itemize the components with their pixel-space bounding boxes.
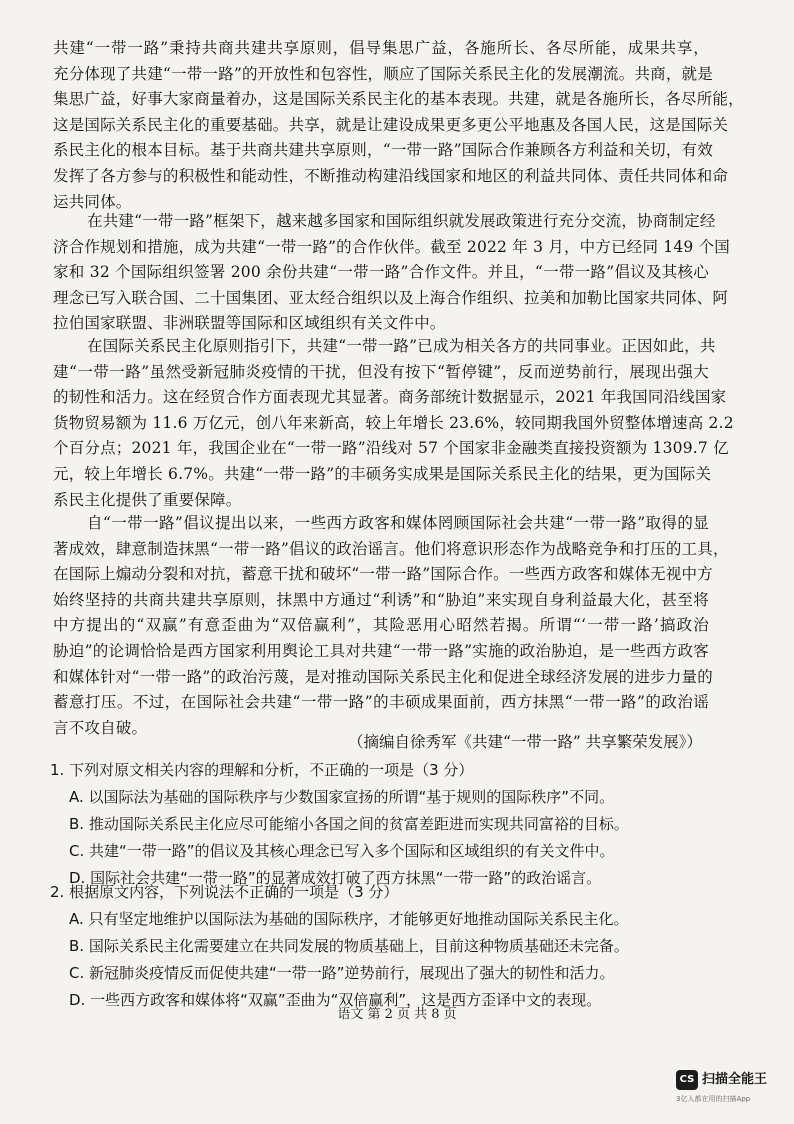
paragraph-line: 系民主化提供了重要保障。 [53, 490, 242, 509]
passage-paragraph [53, 511, 729, 741]
watermark-title: 扫描全能王 [702, 1072, 768, 1087]
watermark-subtitle: 3亿人都在用的扫描App [676, 1095, 751, 1103]
paragraph-line: 共建“一带一路”秉持共商共建共享原则，倡导集思广益，各施所长、各尽所能，成果共享， [53, 39, 709, 57]
paragraph-line: 济合作规划和措施，成为共建“一带一路”的合作伙伴。截至 2022 年 3 月，中方已经同 149 个国 [53, 237, 731, 256]
paragraph-line: 在国际关系民主化原则指引下，共建“一带一路”已成为相关各方的共同事业。正因如此，共 [87, 337, 716, 355]
question-1 [50, 757, 710, 892]
paragraph-line: 胁迫”的论调恰恰是西方国家利用舆论工具对共建“一带一路”实施的政治胁迫，是一些西方政客 [53, 641, 709, 660]
camscanner-logo-icon: CS [676, 1070, 698, 1090]
passage-paragraph [53, 209, 731, 337]
paragraph-line: 运共同体。 [53, 192, 132, 211]
passage-paragraph [53, 334, 734, 513]
answer-option-b: B. 推动国际关系民主化应尽可能缩小各国之间的贫富差距进而实现共同富裕的目标。 [69, 815, 629, 833]
answer-option-d: D. 国际社会共建“一带一路”的显著成效打破了西方抹黑“一带一路”的政治谣言。 [69, 869, 602, 887]
paragraph-line: 系民主化的根本目标。基于共商共建共享原则，“一带一路”国际合作兼顾各方利益和关切，有效 [53, 141, 713, 160]
paragraph-line: 充分体现了共建“一带一路”的开放性和包容性，顺应了国际关系民主化的发展潮流。共商，就是 [53, 64, 713, 83]
passage-paragraph [53, 36, 744, 215]
passage-source: （摘编自徐秀军《共建“一带一路” 共享繁荣发展》） [347, 733, 702, 751]
answer-option-b: B. 国际关系民主化需要建立在共同发展的物质基础上，目前这种物质基础还未完备。 [69, 937, 629, 955]
paragraph-line: 和媒体针对“一带一路”的政治污蔑，是对推动国际关系民主化和促进全球经济发展的进步力量的 [53, 667, 713, 686]
paragraph-line: 著成效，肆意制造抹黑“一带一路”倡议的政治谣言。他们将意识形态作为战略竞争和打压的工具， [53, 539, 729, 558]
paragraph-line: 货物贸易额为 11.6 万亿元，创八年来新高，较上年增长 23.6%，较同期我国外贸整体增速高 2.2 [53, 413, 734, 432]
paragraph-line: 拉伯国家联盟、非洲联盟等国际和区域组织有关文件中。 [53, 314, 446, 333]
paragraph-line: 言不攻自破。 [53, 718, 148, 737]
question-stem: 2. 根据原文内容，下列说法不正确的一项是（3 分） [50, 883, 399, 901]
question-2 [50, 879, 710, 1014]
question-stem: 1. 下列对原文相关内容的理解和分析，不正确的一项是（3 分） [50, 761, 474, 779]
answer-option-c: C. 新冠肺炎疫情反而促使共建“一带一路”逆势前行，展现出了强大的韧性和活力。 [69, 964, 615, 982]
answer-option-a: A. 只有坚定地维护以国际法为基础的国际秩序，才能够更好地推动国际关系民主化。 [69, 910, 629, 928]
paragraph-line: 个百分点；2021 年，我国企业在“一带一路”沿线对 57 个国家非金融类直接投资额为 1309.7 亿 [53, 439, 729, 458]
paragraph-line: 中方提出的“双赢”有意歪曲为“双倍赢利”，其险恶用心昭然若揭。所谓“‘一带一路’搞政治 [53, 616, 709, 635]
paragraph-line: 的韧性和活力。这在经贸合作方面表现尤其显著。商务部统计数据显示，2021 年我国同沿线国家 [53, 388, 727, 407]
paragraph-line: 发挥了各方参与的积极性和能动性，不断推动构建沿线国家和地区的利益共同体、责任共同体和命 [53, 166, 729, 185]
scanner-watermark [676, 1068, 786, 1108]
paragraph-line: 始终坚持的共商共建共享原则，抹黑中方通过“利诱”和“胁迫”来实现自身利益最大化，甚至将 [53, 590, 709, 609]
paragraph-line: 这是国际关系民主化的重要基础。共享，就是让建设成果更多更公平地惠及各国人民，这是国际关 [53, 115, 729, 134]
answer-option-c: C. 共建“一带一路”的倡议及其核心理念已写入多个国际和区域组织的有关文件中。 [69, 842, 615, 860]
answer-option-a: A. 以国际法为基础的国际秩序与少数国家宣扬的所谓“基于规则的国际秩序”不同。 [69, 788, 615, 806]
paragraph-line: 自“一带一路”倡议提出以来，一些西方政客和媒体罔顾国际社会共建“一带一路”取得的显 [87, 514, 709, 532]
paragraph-line: 在共建“一带一路”框架下，越来越多国家和国际组织就发展政策进行充分交流，协商制定经 [87, 212, 716, 230]
page-footer: 语文 第 2 页 共 8 页 [337, 1007, 457, 1022]
answer-option-d: D. 一些西方政客和媒体将“双赢”歪曲为“双倍赢利”，这是西方歪译中文的表现。 [69, 991, 602, 1009]
paragraph-line: 理念已写入联合国、二十国集团、亚太经合组织以及上海合作组织、拉美和加勒比国家共同体、阿 [53, 288, 729, 307]
paragraph-line: 在国际上煽动分裂和对抗，蓄意干扰和破坏“一带一路”国际合作。一些西方政客和媒体无视中方 [53, 565, 713, 584]
paragraph-line: 建“一带一路”虽然受新冠肺炎疫情的干扰，但没有按下“暂停键”，反而逆势前行，展现出强大 [53, 362, 709, 381]
paragraph-line: 元，较上年增长 6.7%。共建“一带一路”的丰硕务实成果是国际关系民主化的结果，更为国际关 [53, 464, 712, 483]
paragraph-line: 蓄意打压。不过，在国际社会共建“一带一路”的丰硕成果面前，西方抹黑“一带一路”的政治谣 [53, 693, 709, 712]
paragraph-line: 集思广益，好事大家商量着办，这是国际关系民主化的基本表现。共建，就是各施所长，各尽所能， [53, 90, 744, 109]
paragraph-line: 家和 32 个国际组织签署 200 余份共建“一带一路”合作文件。并且，“一带一路”倡议及其核心 [53, 263, 709, 282]
